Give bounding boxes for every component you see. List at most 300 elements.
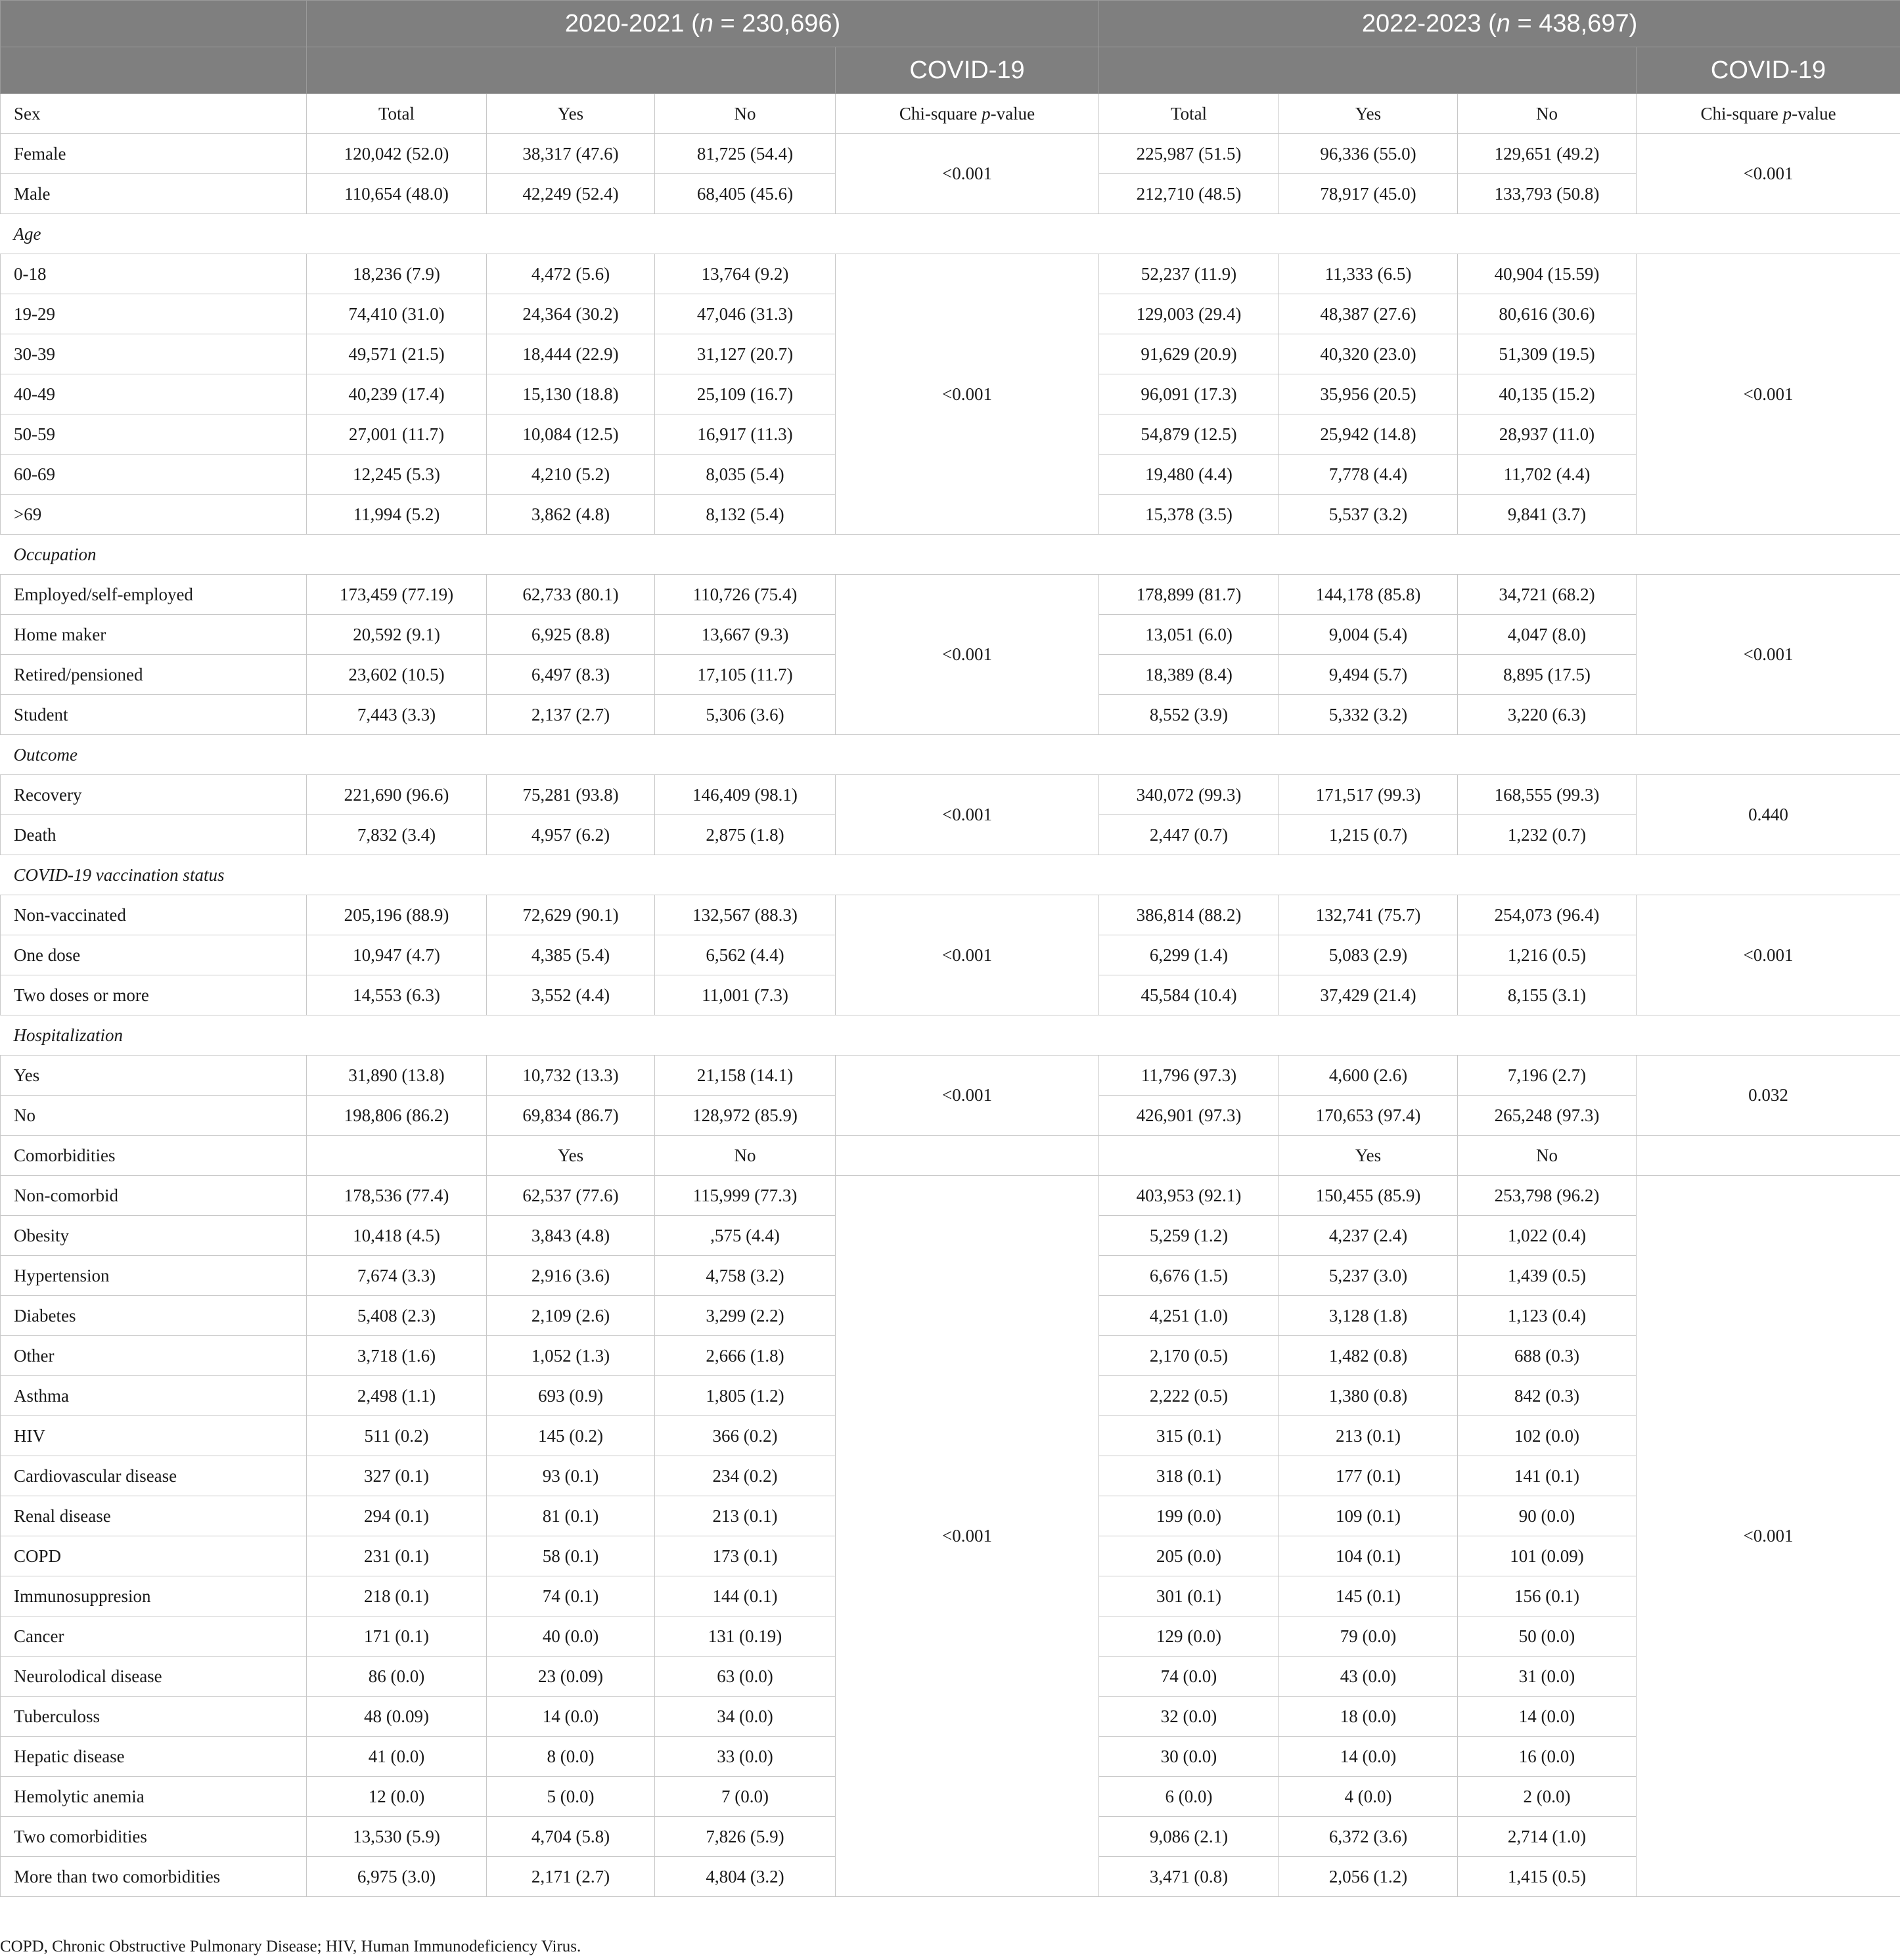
cell-value: 35,956 (20.5) (1279, 374, 1458, 414)
cell-value: 2,666 (1.8) (655, 1336, 836, 1376)
cell-value: 33 (0.0) (655, 1737, 836, 1777)
section-title: Age (1, 214, 1900, 254)
cell-value: 3,220 (6.3) (1458, 695, 1637, 735)
cell-value: 1,380 (0.8) (1279, 1376, 1458, 1416)
cell-value: 5 (0.0) (487, 1777, 655, 1817)
cell-value: 23,602 (10.5) (307, 655, 487, 695)
row-label: Two comorbidities (1, 1817, 307, 1857)
cell-value: 2,137 (2.7) (487, 695, 655, 735)
period2-header: 2022-2023 (n = 438,697) (1099, 1, 1900, 47)
cell-value: 7,832 (3.4) (307, 815, 487, 855)
cell-value: 318 (0.1) (1099, 1456, 1279, 1496)
cell-value: 6,975 (3.0) (307, 1857, 487, 1897)
cell-value: 40,320 (23.0) (1279, 334, 1458, 374)
cell-value: 34 (0.0) (655, 1697, 836, 1737)
p-value-cell: <0.001 (836, 775, 1099, 855)
cell-value: 4,237 (2.4) (1279, 1216, 1458, 1256)
row-label: Male (1, 174, 307, 214)
cell-value: 225,987 (51.5) (1099, 134, 1279, 174)
cell-value: 141 (0.1) (1458, 1456, 1637, 1496)
row-label: 19-29 (1, 294, 307, 334)
cell-value: 13,530 (5.9) (307, 1817, 487, 1857)
cell-value: 120,042 (52.0) (307, 134, 487, 174)
row-label: Non-vaccinated (1, 895, 307, 935)
cell-value: 11,796 (97.3) (1099, 1056, 1279, 1096)
cell-value: 102 (0.0) (1458, 1416, 1637, 1456)
cell-value: 4,047 (8.0) (1458, 615, 1637, 655)
cell-value: 24,364 (30.2) (487, 294, 655, 334)
column-header-row (1, 94, 1900, 134)
cell-value: 2,447 (0.7) (1099, 815, 1279, 855)
cell-value: 7,674 (3.3) (307, 1256, 487, 1296)
cell-value: 15,130 (18.8) (487, 374, 655, 414)
row-label: Yes (1, 1056, 307, 1096)
cell-value: 110,654 (48.0) (307, 174, 487, 214)
cell-value: 41 (0.0) (307, 1737, 487, 1777)
row-label: Tuberculoss (1, 1697, 307, 1737)
cell-value: 81,725 (54.4) (655, 134, 836, 174)
cell-value: 213 (0.1) (655, 1496, 836, 1536)
cell-value: 265,248 (97.3) (1458, 1096, 1637, 1136)
row-label: Hemolytic anemia (1, 1777, 307, 1817)
cell-value: 62,733 (80.1) (487, 575, 655, 615)
cell-value: 178,899 (81.7) (1099, 575, 1279, 615)
cell-value: 2,171 (2.7) (487, 1857, 655, 1897)
cell-value: 178,536 (77.4) (307, 1176, 487, 1216)
cell-value: 1,022 (0.4) (1458, 1216, 1637, 1256)
cell-value: 109 (0.1) (1279, 1496, 1458, 1536)
covid-header-2: COVID-19 (1637, 47, 1900, 94)
cell-value: 62,537 (77.6) (487, 1176, 655, 1216)
cell-value: 30 (0.0) (1099, 1737, 1279, 1777)
cell-value: 5,306 (3.6) (655, 695, 836, 735)
cell-value: 1,439 (0.5) (1458, 1256, 1637, 1296)
row-label: Other (1, 1336, 307, 1376)
cell-value: 25,942 (14.8) (1279, 414, 1458, 455)
cell-value: 37,429 (21.4) (1279, 975, 1458, 1015)
cell-value: 20,592 (9.1) (307, 615, 487, 655)
table-row (1, 1176, 1900, 1216)
section-title: Outcome (1, 735, 1900, 775)
empty-cell (307, 1136, 487, 1176)
cell-value: 9,494 (5.7) (1279, 655, 1458, 695)
row-label: Two doses or more (1, 975, 307, 1015)
cell-value: 842 (0.3) (1458, 1376, 1637, 1416)
empty-cell (1099, 1136, 1279, 1176)
cell-value: 52,237 (11.9) (1099, 254, 1279, 294)
cell-value: 3,862 (4.8) (487, 495, 655, 535)
cell-value: 7,196 (2.7) (1458, 1056, 1637, 1096)
p-value-cell: <0.001 (836, 1056, 1099, 1136)
cell-value: 7,778 (4.4) (1279, 455, 1458, 495)
table-row (1, 575, 1900, 615)
cell-value: 42,249 (52.4) (487, 174, 655, 214)
cell-value: 13,051 (6.0) (1099, 615, 1279, 655)
cell-value: 5,332 (3.2) (1279, 695, 1458, 735)
p-value-cell: <0.001 (836, 895, 1099, 1015)
cell-value: 31,890 (13.8) (307, 1056, 487, 1096)
cell-value: 23 (0.09) (487, 1657, 655, 1697)
total-header: Total (307, 94, 487, 134)
table-row (1, 895, 1900, 935)
cell-value: 2,170 (0.5) (1099, 1336, 1279, 1376)
header-row-periods (1, 1, 1900, 47)
cell-value: 12,245 (5.3) (307, 455, 487, 495)
cell-value: 1,052 (1.3) (487, 1336, 655, 1376)
cell-value: 14 (0.0) (487, 1697, 655, 1737)
yes-subheader: Yes (1279, 1136, 1458, 1176)
p-value-cell: <0.001 (836, 254, 1099, 535)
cell-value: 426,901 (97.3) (1099, 1096, 1279, 1136)
cell-value: 198,806 (86.2) (307, 1096, 487, 1136)
cell-value: 1,232 (0.7) (1458, 815, 1637, 855)
cell-value: 205 (0.0) (1099, 1536, 1279, 1576)
p-value-cell: <0.001 (836, 575, 1099, 735)
cell-value: 2 (0.0) (1458, 1777, 1637, 1817)
cell-value: 386,814 (88.2) (1099, 895, 1279, 935)
row-label: One dose (1, 935, 307, 975)
cell-value: 27,001 (11.7) (307, 414, 487, 455)
no-header: No (655, 94, 836, 134)
cell-value: 170,653 (97.4) (1279, 1096, 1458, 1136)
row-label: Death (1, 815, 307, 855)
cell-value: 4,804 (3.2) (655, 1857, 836, 1897)
cell-value: 6,497 (8.3) (487, 655, 655, 695)
row-label: Obesity (1, 1216, 307, 1256)
cell-value: 6,562 (4.4) (655, 935, 836, 975)
cell-value: 327 (0.1) (307, 1456, 487, 1496)
cell-value: 104 (0.1) (1279, 1536, 1458, 1576)
cell-value: 8 (0.0) (487, 1737, 655, 1777)
cell-value: 31,127 (20.7) (655, 334, 836, 374)
no-header: No (1458, 94, 1637, 134)
cell-value: 693 (0.9) (487, 1376, 655, 1416)
cell-value: 17,105 (11.7) (655, 655, 836, 695)
table-row (1, 134, 1900, 174)
section-row-age (1, 214, 1900, 254)
cell-value: 168,555 (99.3) (1458, 775, 1637, 815)
cell-value: 144 (0.1) (655, 1576, 836, 1616)
row-label: 50-59 (1, 414, 307, 455)
p-value-cell: <0.001 (836, 134, 1099, 214)
cell-value: 150,455 (85.9) (1279, 1176, 1458, 1216)
cell-value: 156 (0.1) (1458, 1576, 1637, 1616)
cell-value: 5,259 (1.2) (1099, 1216, 1279, 1256)
cell-value: 8,895 (17.5) (1458, 655, 1637, 695)
cell-value: 2,109 (2.6) (487, 1296, 655, 1336)
cell-value: 49,571 (21.5) (307, 334, 487, 374)
cell-value: 12 (0.0) (307, 1777, 487, 1817)
cell-value: 301 (0.1) (1099, 1576, 1279, 1616)
cell-value: 34,721 (68.2) (1458, 575, 1637, 615)
yes-header: Yes (487, 94, 655, 134)
cell-value: 6 (0.0) (1099, 1777, 1279, 1817)
cell-value: 8,552 (3.9) (1099, 695, 1279, 735)
cell-value: 173,459 (77.19) (307, 575, 487, 615)
cell-value: 48 (0.09) (307, 1697, 487, 1737)
cell-value: 110,726 (75.4) (655, 575, 836, 615)
row-label: Hypertension (1, 1256, 307, 1296)
no-subheader: No (1458, 1136, 1637, 1176)
chi-header: Chi-square p-value (1637, 94, 1900, 134)
cell-value: 171,517 (99.3) (1279, 775, 1458, 815)
cell-value: 6,299 (1.4) (1099, 935, 1279, 975)
cell-value: 6,372 (3.6) (1279, 1817, 1458, 1857)
p-value-cell: <0.001 (1637, 1176, 1900, 1897)
cell-value: 90 (0.0) (1458, 1496, 1637, 1536)
cell-value: 1,415 (0.5) (1458, 1857, 1637, 1897)
cell-value: 3,843 (4.8) (487, 1216, 655, 1256)
row-label: Asthma (1, 1376, 307, 1416)
cell-value: 4,758 (3.2) (655, 1256, 836, 1296)
cell-value: 2,875 (1.8) (655, 815, 836, 855)
row-label: Immunosuppresion (1, 1576, 307, 1616)
cell-value: 2,222 (0.5) (1099, 1376, 1279, 1416)
row-label: Recovery (1, 775, 307, 815)
empty-cell (836, 1136, 1099, 1176)
cell-value: 4,957 (6.2) (487, 815, 655, 855)
section-title: Hospitalization (1, 1015, 1900, 1056)
section-title: Occupation (1, 535, 1900, 575)
cell-value: 7,826 (5.9) (655, 1817, 836, 1857)
cell-value: 146,409 (98.1) (655, 775, 836, 815)
cell-value: 8,035 (5.4) (655, 455, 836, 495)
cell-value: 47,046 (31.3) (655, 294, 836, 334)
cell-value: 3,471 (0.8) (1099, 1857, 1279, 1897)
row-label: 30-39 (1, 334, 307, 374)
row-label: Diabetes (1, 1296, 307, 1336)
cell-value: 253,798 (96.2) (1458, 1176, 1637, 1216)
p-value-cell: 0.440 (1637, 775, 1900, 855)
row-label: No (1, 1096, 307, 1136)
cell-value: 18,444 (22.9) (487, 334, 655, 374)
section-row-occupation (1, 535, 1900, 575)
cell-value: 145 (0.1) (1279, 1576, 1458, 1616)
section-title: COVID-19 vaccination status (1, 855, 1900, 895)
cell-value: 81 (0.1) (487, 1496, 655, 1536)
cell-value: 231 (0.1) (307, 1536, 487, 1576)
cell-value: 403,953 (92.1) (1099, 1176, 1279, 1216)
cell-value: 18,389 (8.4) (1099, 655, 1279, 695)
cell-value: 1,215 (0.7) (1279, 815, 1458, 855)
cell-value: 213 (0.1) (1279, 1416, 1458, 1456)
cell-value: 234 (0.2) (655, 1456, 836, 1496)
p-value-cell: 0.032 (1637, 1056, 1900, 1136)
cell-value: 18,236 (7.9) (307, 254, 487, 294)
cell-value: 11,702 (4.4) (1458, 455, 1637, 495)
cell-value: 11,001 (7.3) (655, 975, 836, 1015)
row-label: Home maker (1, 615, 307, 655)
table-row (1, 775, 1900, 815)
yes-header: Yes (1279, 94, 1458, 134)
cell-value: 10,947 (4.7) (307, 935, 487, 975)
cell-value: 14,553 (6.3) (307, 975, 487, 1015)
cell-value: 6,925 (8.8) (487, 615, 655, 655)
covid-header-1: COVID-19 (836, 47, 1099, 94)
cell-value: 171 (0.1) (307, 1616, 487, 1657)
cell-value: 1,123 (0.4) (1458, 1296, 1637, 1336)
cell-value: 11,994 (5.2) (307, 495, 487, 535)
cell-value: 54,879 (12.5) (1099, 414, 1279, 455)
cell-value: 1,805 (1.2) (655, 1376, 836, 1416)
cell-value: 366 (0.2) (655, 1416, 836, 1456)
row-label: HIV (1, 1416, 307, 1456)
cell-value: 9,841 (3.7) (1458, 495, 1637, 535)
cell-value: 128,972 (85.9) (655, 1096, 836, 1136)
cell-value: 199 (0.0) (1099, 1496, 1279, 1536)
cell-value: 511 (0.2) (307, 1416, 487, 1456)
cell-value: 40 (0.0) (487, 1616, 655, 1657)
cell-value: 2,056 (1.2) (1279, 1857, 1458, 1897)
cell-value: 340,072 (99.3) (1099, 775, 1279, 815)
row-label: Renal disease (1, 1496, 307, 1536)
cell-value: 2,498 (1.1) (307, 1376, 487, 1416)
cell-value: 7 (0.0) (655, 1777, 836, 1817)
cell-value: 4,472 (5.6) (487, 254, 655, 294)
row-label: Employed/self-employed (1, 575, 307, 615)
cell-value: 4 (0.0) (1279, 1777, 1458, 1817)
cell-value: 129 (0.0) (1099, 1616, 1279, 1657)
cell-value: 25,109 (16.7) (655, 374, 836, 414)
row-label: Female (1, 134, 307, 174)
cell-value: 1,216 (0.5) (1458, 935, 1637, 975)
no-subheader: No (655, 1136, 836, 1176)
cell-value: 2,916 (3.6) (487, 1256, 655, 1296)
row-label: COPD (1, 1536, 307, 1576)
cell-value: 10,084 (12.5) (487, 414, 655, 455)
cell-value: 8,155 (3.1) (1458, 975, 1637, 1015)
cell-value: 173 (0.1) (655, 1536, 836, 1576)
cell-value: 10,732 (13.3) (487, 1056, 655, 1096)
cell-value: 3,128 (1.8) (1279, 1296, 1458, 1336)
cell-value: 13,667 (9.3) (655, 615, 836, 655)
row-label: Student (1, 695, 307, 735)
cell-value: 254,073 (96.4) (1458, 895, 1637, 935)
cell-value: 93 (0.1) (487, 1456, 655, 1496)
row-label: Neurolodical disease (1, 1657, 307, 1697)
cell-value: 75,281 (93.8) (487, 775, 655, 815)
cell-value: 28,937 (11.0) (1458, 414, 1637, 455)
cell-value: 40,904 (15.59) (1458, 254, 1637, 294)
section-row-outcome (1, 735, 1900, 775)
cell-value: 221,690 (96.6) (307, 775, 487, 815)
cell-value: 4,210 (5.2) (487, 455, 655, 495)
cell-value: 50 (0.0) (1458, 1616, 1637, 1657)
section-row-comorbidities (1, 1136, 1900, 1176)
table-row (1, 254, 1900, 294)
section-title: Comorbidities (1, 1136, 307, 1176)
cell-value: 86 (0.0) (307, 1657, 487, 1697)
cell-value: 132,741 (75.7) (1279, 895, 1458, 935)
p-value-cell: <0.001 (1637, 895, 1900, 1015)
cell-value: 131 (0.19) (655, 1616, 836, 1657)
section-row-hospitalization (1, 1015, 1900, 1056)
cell-value: 145 (0.2) (487, 1416, 655, 1456)
cell-value: 14 (0.0) (1279, 1737, 1458, 1777)
cell-value: 1,482 (0.8) (1279, 1336, 1458, 1376)
cell-value: 13,764 (9.2) (655, 254, 836, 294)
cell-value: 4,704 (5.8) (487, 1817, 655, 1857)
cell-value: 72,629 (90.1) (487, 895, 655, 935)
cell-value: 4,385 (5.4) (487, 935, 655, 975)
cell-value: 16 (0.0) (1458, 1737, 1637, 1777)
cell-value: 144,178 (85.8) (1279, 575, 1458, 615)
cell-value: 115,999 (77.3) (655, 1176, 836, 1216)
cell-value: 4,251 (1.0) (1099, 1296, 1279, 1336)
cell-value: 2,714 (1.0) (1458, 1817, 1637, 1857)
cell-value: 101 (0.09) (1458, 1536, 1637, 1576)
cell-value: 5,537 (3.2) (1279, 495, 1458, 535)
total-header: Total (1099, 94, 1279, 134)
cell-value: 21,158 (14.1) (655, 1056, 836, 1096)
cell-value: 177 (0.1) (1279, 1456, 1458, 1496)
chi-header: Chi-square p-value (836, 94, 1099, 134)
cell-value: 5,237 (3.0) (1279, 1256, 1458, 1296)
cell-value: 129,651 (49.2) (1458, 134, 1637, 174)
cell-value: 45,584 (10.4) (1099, 975, 1279, 1015)
cell-value: 16,917 (11.3) (655, 414, 836, 455)
sex-header: Sex (1, 94, 307, 134)
cell-value: 3,299 (2.2) (655, 1296, 836, 1336)
cell-value: 11,333 (6.5) (1279, 254, 1458, 294)
cell-value: 10,418 (4.5) (307, 1216, 487, 1256)
cell-value: 74 (0.1) (487, 1576, 655, 1616)
row-label: Non-comorbid (1, 1176, 307, 1216)
cell-value: 3,552 (4.4) (487, 975, 655, 1015)
cell-value: 9,004 (5.4) (1279, 615, 1458, 655)
cell-value: 69,834 (86.7) (487, 1096, 655, 1136)
cell-value: 14 (0.0) (1458, 1697, 1637, 1737)
row-label: More than two comorbidities (1, 1857, 307, 1897)
cell-value: 6,676 (1.5) (1099, 1256, 1279, 1296)
cell-value: 15,378 (3.5) (1099, 495, 1279, 535)
cell-value: 40,135 (15.2) (1458, 374, 1637, 414)
cell-value: 18 (0.0) (1279, 1697, 1458, 1737)
cell-value: 315 (0.1) (1099, 1416, 1279, 1456)
cell-value: 132,567 (88.3) (655, 895, 836, 935)
cell-value: 79 (0.0) (1279, 1616, 1458, 1657)
period1-header: 2020-2021 (n = 230,696) (307, 1, 1099, 47)
header-row-covid (1, 47, 1900, 94)
cell-value: 63 (0.0) (655, 1657, 836, 1697)
cell-value: 4,600 (2.6) (1279, 1056, 1458, 1096)
yes-subheader: Yes (487, 1136, 655, 1176)
cell-value: ,575 (4.4) (655, 1216, 836, 1256)
row-label: Cardiovascular disease (1, 1456, 307, 1496)
cell-value: 58 (0.1) (487, 1536, 655, 1576)
cell-value: 3,718 (1.6) (307, 1336, 487, 1376)
cell-value: 688 (0.3) (1458, 1336, 1637, 1376)
cell-value: 19,480 (4.4) (1099, 455, 1279, 495)
cell-value: 5,408 (2.3) (307, 1296, 487, 1336)
row-label: Hepatic disease (1, 1737, 307, 1777)
cell-value: 91,629 (20.9) (1099, 334, 1279, 374)
cell-value: 38,317 (47.6) (487, 134, 655, 174)
row-label: Cancer (1, 1616, 307, 1657)
section-row-vaccination (1, 855, 1900, 895)
row-label: 60-69 (1, 455, 307, 495)
cell-value: 218 (0.1) (307, 1576, 487, 1616)
cell-value: 74 (0.0) (1099, 1657, 1279, 1697)
cell-value: 294 (0.1) (307, 1496, 487, 1536)
row-label: 40-49 (1, 374, 307, 414)
cell-value: 96,091 (17.3) (1099, 374, 1279, 414)
cell-value: 5,083 (2.9) (1279, 935, 1458, 975)
cell-value: 31 (0.0) (1458, 1657, 1637, 1697)
table-row (1, 1056, 1900, 1096)
cell-value: 9,086 (2.1) (1099, 1817, 1279, 1857)
cell-value: 212,710 (48.5) (1099, 174, 1279, 214)
